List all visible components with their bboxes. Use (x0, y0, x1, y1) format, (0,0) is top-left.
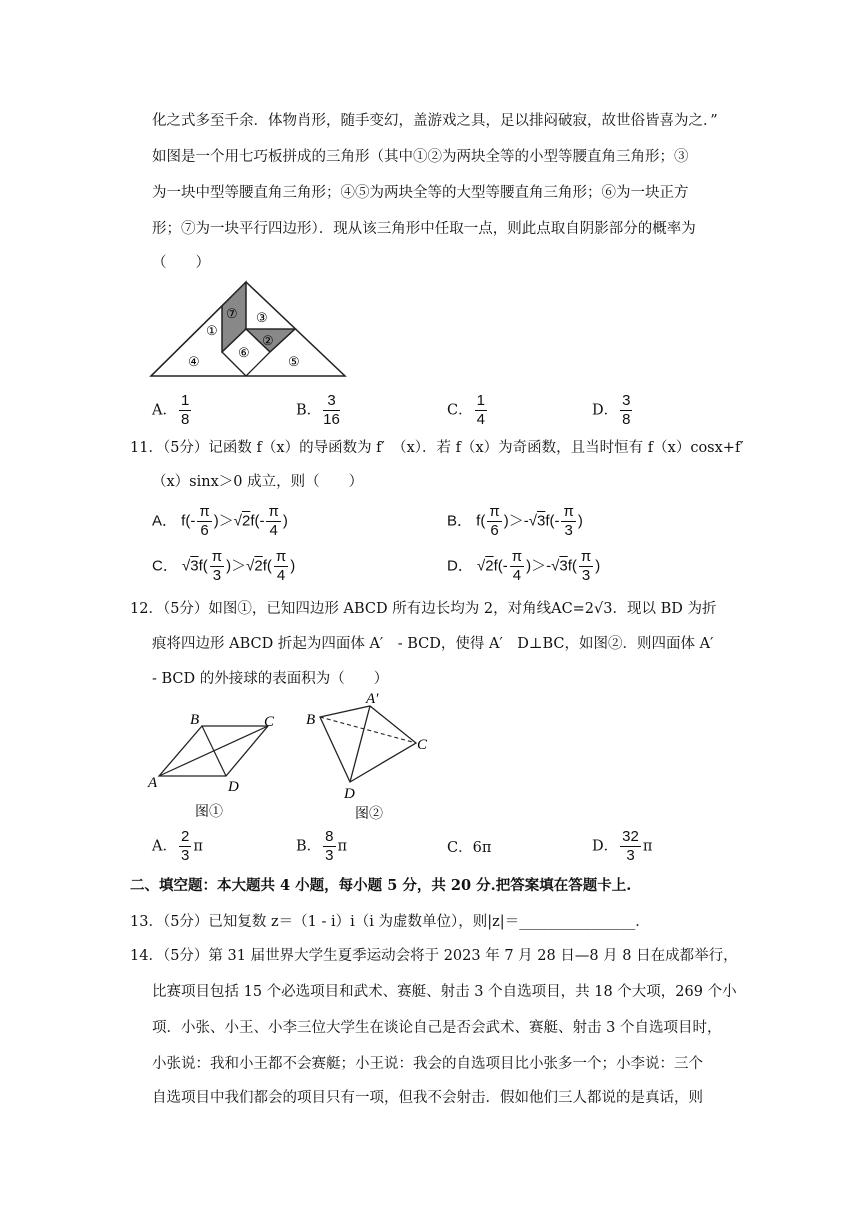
figure-1-rhombus (140, 706, 290, 826)
q14-line-2: 比赛项目包括 15 个必选项目和武术、赛艇、射击 3 个自选项目，共 18 个大项，269 个小 (152, 984, 737, 1000)
q10-option-c[interactable]: C． $\frac{1}{4}$ (447, 392, 485, 428)
q14-line-4: 小张说：我和小王都不会赛艇；小王说：我会的自选项目比小张多一个；小李说：三个 (152, 1056, 703, 1072)
intro-line-1: 化之式多至千余．体物肖形，随手变幻，盖游戏之具，足以排闷破寂，故世俗皆喜为之．” (152, 113, 718, 129)
q12-stem-line-3: - BCD 的外接球的表面积为（ ） (152, 671, 389, 687)
q12-option-d[interactable]: D． $\frac{32}{3}$ π (592, 828, 653, 864)
label-c: C (264, 714, 275, 730)
label-b2: B (306, 712, 316, 728)
label-c2: C (417, 737, 428, 753)
q11-option-b[interactable]: B． f( $\frac{\pi}{6}$ )＞-√3f(- $\frac{\pi}{3}$ ) (447, 503, 583, 539)
q11-option-a[interactable]: A． f(- $\frac{\pi}{6}$ )＞√2f(- $\frac{\pi}{4}$ ) (152, 503, 288, 539)
section-2-heading: 二、填空题：本大题共 4 小题，每小题 5 分，共 20 分.把答案填在答题卡上. (130, 877, 632, 894)
tangram-label-5: ⑤ (288, 354, 300, 369)
tangram-label-7: ⑦ (226, 306, 238, 321)
figure-2-tetrahedron (300, 690, 450, 825)
tangram-label-3: ③ (256, 310, 268, 325)
q12-option-c[interactable]: C．6π (447, 840, 492, 856)
q14-line-3: 项．小张、小王、小李三位大学生在谈论自己是否会武术、赛艇、射击 3 个自选项目时， (152, 1020, 722, 1036)
fig2-caption: 图② (355, 807, 383, 822)
q12-option-a[interactable]: A． $\frac{2}{3}$ π (152, 828, 203, 864)
q14-line-1: 14．（5分）第 31 届世界大学生夏季运动会将于 2023 年 7 月 28 日—8 月 8 日在成都举行， (130, 948, 738, 964)
tangram-label-6: ⑥ (238, 345, 250, 360)
intro-line-3: 为一块中型等腰直角三角形；④⑤为两块全等的大型等腰直角三角形；⑥为一块正方 (152, 185, 689, 201)
intro-line-2: 如图是一个用七巧板拼成的三角形（其中①②为两块全等的小型等腰直角三角形；③ (152, 149, 689, 165)
tangram-figure (148, 280, 348, 380)
q10-option-a[interactable]: A． $\frac{1}{8}$ (152, 392, 190, 428)
q12-stem-line-1: 12．（5分）如图①，已知四边形 ABCD 所有边长均为 2，对角线AC=2√3．现以 BD 为折 (130, 601, 717, 617)
fig1-caption: 图① (195, 805, 223, 820)
label-b: B (190, 712, 200, 728)
label-d2: D (344, 786, 355, 802)
answer-bracket: （ ） (152, 255, 210, 271)
intro-line-4: 形；⑦为一块平行四边形）．现从该三角形中任取一点，则此点取自阴影部分的概率为 (152, 221, 696, 237)
q10-option-d[interactable]: D． $\frac{3}{8}$ (592, 392, 631, 428)
q11-stem-line-2: （x）sinx＞0 成立，则（ ） (152, 474, 364, 490)
tangram-label-1: ① (206, 323, 218, 338)
tangram-label-2: ② (262, 333, 274, 348)
q11-option-d[interactable]: D． √2f(- $\frac{\pi}{4}$ )＞-√3f( $\frac{\pi}{3}$ ) (447, 548, 601, 584)
q10-option-b[interactable]: B． $\frac{3}{16}$ (296, 392, 340, 428)
q11-option-c[interactable]: C． √3f( $\frac{\pi}{3}$ )＞√2f( $\frac{\pi}{4}$ ) (152, 548, 296, 584)
label-d: D (228, 779, 239, 795)
tangram-label-4: ④ (188, 354, 200, 369)
q13-text: 13．（5分）已知复数 z＝（1 - i）i（i 为虚数单位），则|z|＝________________． (130, 914, 650, 930)
label-a: A (148, 775, 158, 791)
label-a-prime: A′ (366, 691, 379, 707)
q14-line-5: 自选项目中我们都会的项目只有一项，但我不会射击．假如他们三人都说的是真话，则 (152, 1090, 703, 1106)
q11-stem-line-1: 11．（5分）记函数 f（x）的导函数为 f′ （x）．若 f（x）为奇函数，且当时恒有 f（x）cosx+f′ (130, 440, 744, 456)
q12-option-b[interactable]: B． $\frac{8}{3}$ π (296, 828, 348, 864)
q12-stem-line-2: 痕将四边形 ABCD 折起为四面体 A′ - BCD，使得 A′ D⊥BC，如图②．则四面体 A′ (152, 636, 714, 652)
